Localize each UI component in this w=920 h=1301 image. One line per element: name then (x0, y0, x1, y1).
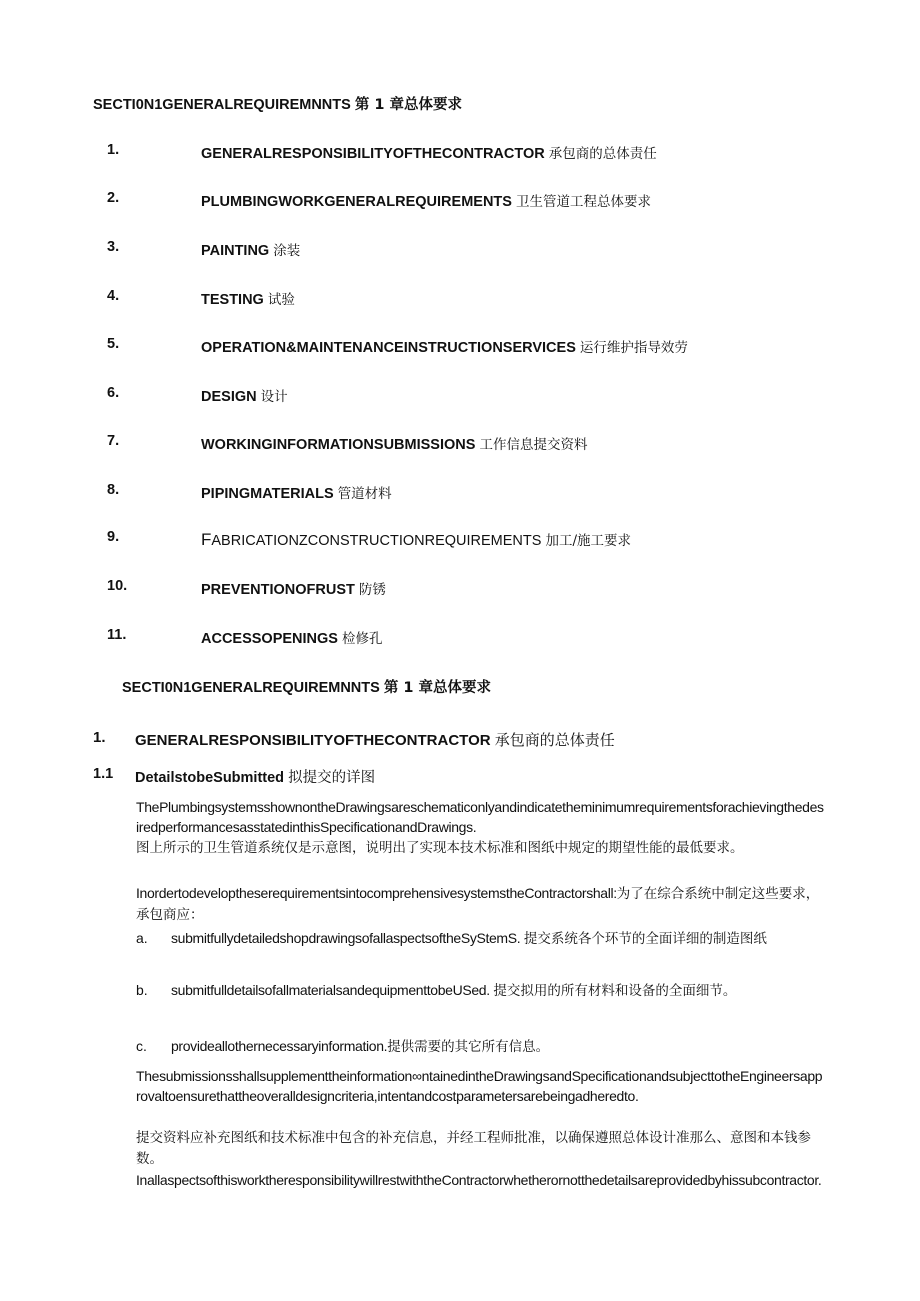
toc-item-title-cn: 承包商的总体责任 (548, 146, 657, 162)
toc-item-title-en: WORKINGINFORMATIONSUBMISSIONS (201, 437, 476, 453)
paragraph-en: Thesubmissionsshallsupplementtheinformation∞ntainedintheDrawingsandSpecificationandsubjecttotheEngineersapprovaltoensurethattheoveralldesigncriteria,intentandcostparametersarebeingadheredto. (136, 1068, 823, 1104)
toc-item[interactable] (0, 385, 920, 407)
list-item-cn: 提供需要的其它所有信息。 (387, 1039, 550, 1055)
toc-item-title-en: GENERALRESPONSIBILITYOFTHECONTRACTOR (201, 146, 545, 162)
toc-item-title (201, 239, 300, 259)
paragraph-intro-en: InordertodeveloptheserequirementsintocomprehensivesystemstheContractorshall: (136, 885, 617, 901)
toc-item-number: 5. (107, 336, 120, 352)
subheading-number (93, 766, 113, 782)
section-heading-en: SECTI0N1GENERALREQUIREMNNTS (122, 680, 380, 696)
toc-item-title-initial: F (201, 530, 212, 549)
toc-item-title-en: ACCESSOPENINGS (201, 631, 338, 647)
list-item-marker: b. (136, 982, 148, 998)
paragraph-intro-cn: 为了在综合系统中制定这些要求，承包商应： (136, 886, 820, 923)
list-item-en: submitfullydetailedshopdrawingsofallaspectsoftheSyStemS. (171, 930, 521, 946)
toc-item-title-cn: 加工/施工要求 (545, 533, 632, 549)
toc-item-title-en: DESIGN (201, 389, 257, 405)
toc-item-title-cn: 防锈 (358, 582, 386, 598)
toc-item-title (201, 578, 386, 598)
toc-item-title (201, 482, 392, 502)
toc-item-number: 10. (107, 578, 128, 594)
toc-item[interactable] (0, 627, 920, 649)
chapter-heading-en: GENERALRESPONSIBILITYOFTHECONTRACTOR (135, 732, 491, 749)
toc-item-title-en: PREVENTIONOFRUST (201, 582, 355, 598)
section-heading-en: SECTI0N1GENERALREQUIREMNNTS (93, 97, 351, 113)
subheading-en: DetailstobeSubmitted (135, 770, 285, 786)
toc-item-title-en: OPERATION&MAINTENANCEINSTRUCTIONSERVICES (201, 340, 576, 356)
toc-item-title (201, 336, 688, 356)
subheading-title (135, 766, 375, 787)
list-item-en: provideallothernecessaryinformation. (171, 1038, 388, 1054)
paragraph-en: ThePlumbingsystemsshownontheDrawingsareschematiconlyandindicatetheminimumrequirementsforachievingthedesiredperformancesasstatedinthisSpecificationandDrawings. (136, 799, 824, 835)
toc-item[interactable] (0, 190, 920, 212)
list-item-body (171, 980, 821, 1002)
list-item-marker: c. (136, 1038, 147, 1054)
toc-item[interactable] (0, 578, 920, 600)
toc-item-title-en: PIPINGMATERIALS (201, 486, 334, 502)
toc-item-number: 4. (107, 288, 120, 304)
toc-item[interactable] (0, 142, 920, 164)
toc-item[interactable] (0, 433, 920, 455)
toc-item-number: 1. (107, 142, 120, 158)
list-item-en: submitfulldetailsofallmaterialsandequipmenttobeUSed. (171, 982, 490, 998)
toc-item-number: 3. (107, 239, 120, 255)
toc-item-title (201, 627, 383, 647)
toc-item-title-cn: 卫生管道工程总体要求 (515, 194, 651, 210)
toc-item[interactable] (0, 288, 920, 310)
toc-item-title (201, 529, 631, 550)
toc-item-title (201, 385, 288, 405)
toc-item-number: 2. (107, 190, 120, 206)
paragraph-intro (136, 883, 826, 925)
paragraph-en: InallaspectsofthisworktheresponsibilitywillrestwiththeContractorwhetherornotthedetailsareprovidedbyhissubcontractor. (136, 1172, 822, 1188)
toc-item-number: 8. (107, 482, 120, 498)
section-heading-cn: 第 1 章总体要求 (354, 97, 463, 113)
toc-item-number: 7. (107, 433, 120, 449)
subheading-cn: 拟提交的详图 (288, 770, 376, 786)
chapter-heading-title (135, 729, 615, 750)
chapter-heading (93, 729, 106, 746)
paragraph-cn: 提交资料应补充图纸和技术标准中包含的补充信息，并经工程师批准，以确保遵照总体设计准那么、意图和本钱参数。 (136, 1130, 811, 1167)
list-item-cn: 提交系统各个环节的全面详细的制造图纸 (523, 931, 767, 947)
section-heading (93, 93, 462, 114)
toc-item[interactable] (0, 239, 920, 261)
list-item-body (171, 928, 821, 950)
toc-item-number: 9. (107, 529, 120, 545)
toc-item-title (201, 288, 295, 308)
list-item-marker: a. (136, 930, 148, 946)
section-heading-cn: 第 1 章总体要求 (383, 680, 492, 696)
toc-item-title-cn: 运行维护指导效劳 (579, 340, 688, 356)
toc-item-title (201, 433, 587, 453)
list-item-cn: 提交拟用的所有材料和设备的全面细节。 (493, 983, 737, 999)
toc-item-title-cn: 工作信息提交资料 (479, 437, 588, 453)
toc-item-title (201, 142, 657, 162)
toc-item-title-cn: 试验 (267, 292, 295, 308)
toc-item[interactable] (0, 482, 920, 504)
paragraph-cn: 图上所示的卫生管道系统仅是示意图，说明出了实现本技术标准和图纸中规定的期望性能的最低要求。 (136, 840, 744, 856)
toc-item[interactable] (0, 336, 920, 358)
toc-item-number: 11. (107, 627, 127, 643)
section-heading-repeat (122, 676, 491, 697)
toc-item[interactable] (0, 529, 920, 551)
toc-item-title-en: PLUMBINGWORKGENERALREQUIREMENTS (201, 194, 512, 210)
toc-item-number: 6. (107, 385, 120, 401)
toc-item-title-en: PAINTING (201, 243, 270, 259)
chapter-heading-cn: 承包商的总体责任 (494, 731, 615, 749)
chapter-heading-number: 1. (93, 729, 106, 746)
toc-item-title-en: ABRICATIONZCONSTRUCTIONREQUIREMENTS (211, 533, 542, 549)
subheading-number-text: 1.1 (93, 766, 114, 782)
toc-item-title-cn: 管道材料 (337, 486, 392, 502)
list-item-body (171, 1036, 821, 1058)
toc-item-title-en: TESTING (201, 292, 264, 308)
toc-item-title-cn: 检修孔 (342, 631, 383, 647)
toc-item-title-cn: 涂装 (273, 243, 301, 259)
toc-item-title (201, 190, 651, 210)
toc-item-title-cn: 设计 (260, 389, 288, 405)
